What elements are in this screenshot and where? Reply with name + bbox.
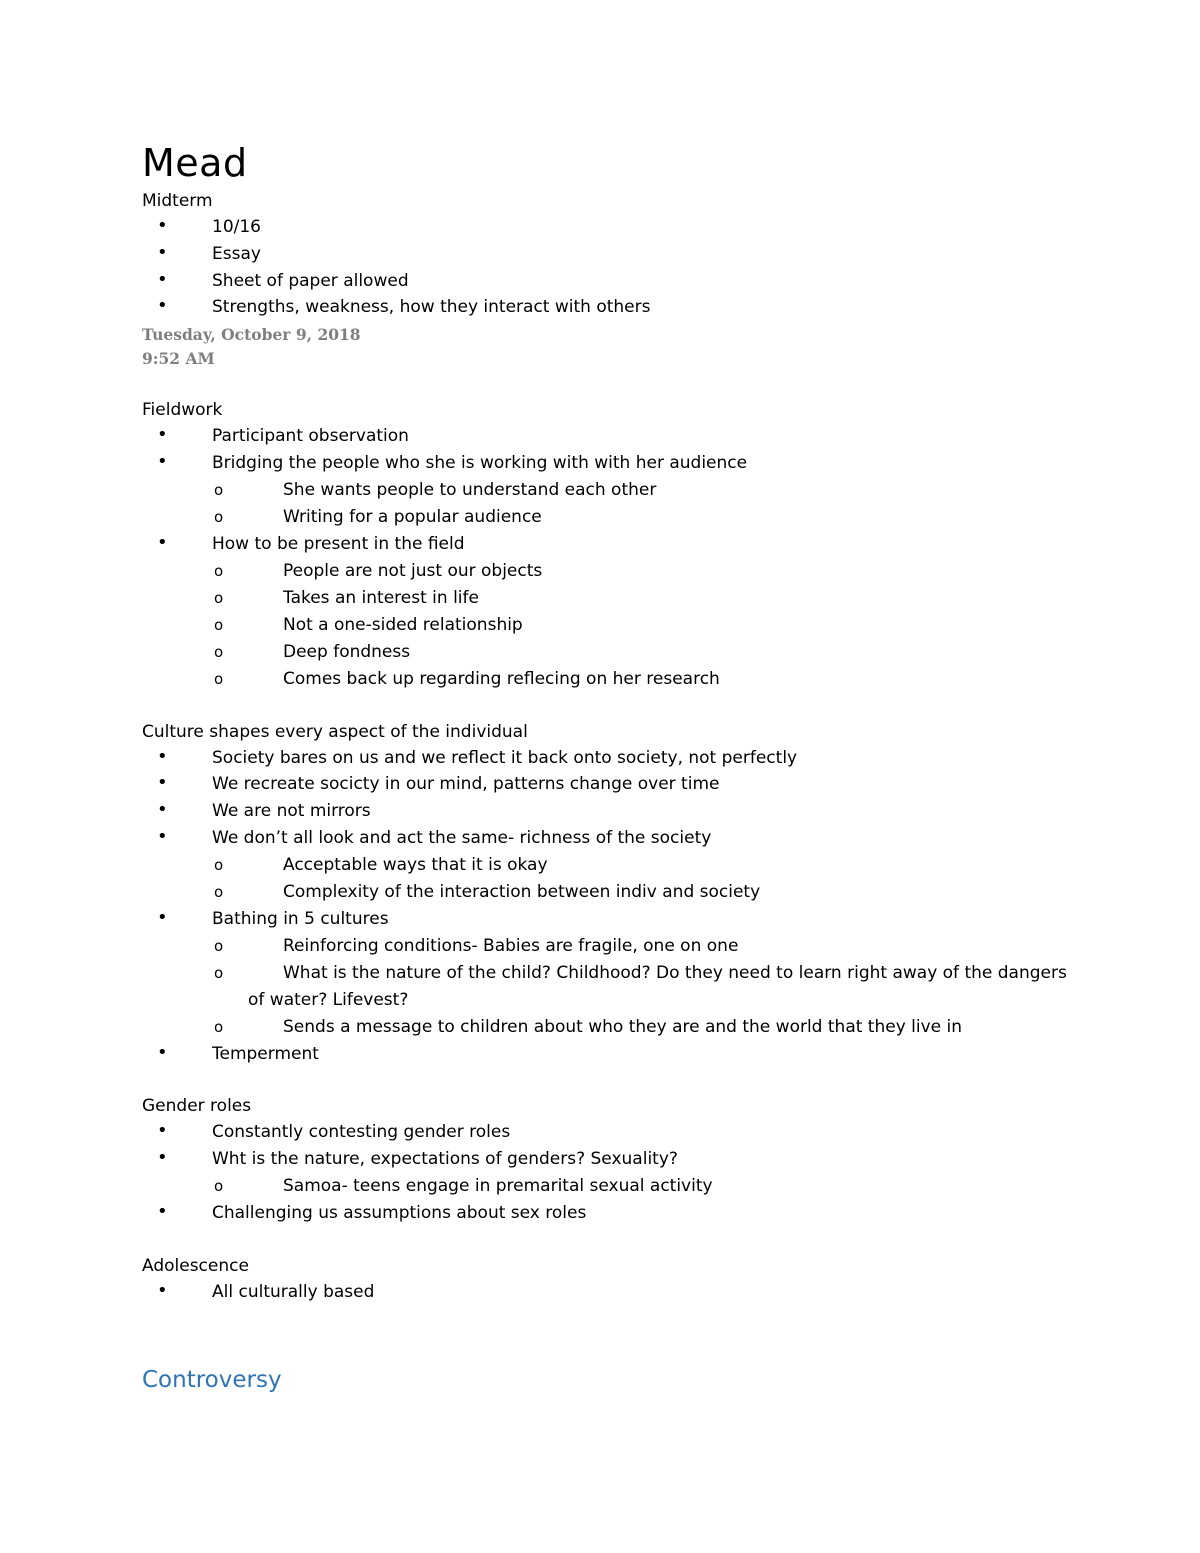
spacer xyxy=(142,1306,1072,1364)
sub-list-item-text: She wants people to understand each other xyxy=(283,479,657,500)
section-heading-adolescence: Adolescence xyxy=(142,1255,249,1276)
controversy-heading: Controversy xyxy=(142,1366,282,1393)
list-item-text: All culturally based xyxy=(212,1281,375,1302)
list-item-text: Sheet of paper allowed xyxy=(212,270,409,291)
list-item xyxy=(142,214,1072,241)
sub-list-container xyxy=(142,1173,1072,1200)
sub-list-item xyxy=(142,612,1072,639)
sub-list-item-text: Writing for a popular audience xyxy=(283,506,542,527)
bullet-icon: • xyxy=(157,424,168,446)
list-item-text: How to be present in the field xyxy=(212,533,465,554)
fieldwork-section xyxy=(142,397,1072,692)
bullet-icon: • xyxy=(157,531,168,553)
sub-list-item-text: Samoa- teens engage in premarital sexual activity xyxy=(283,1175,713,1196)
note-page xyxy=(142,138,1072,1396)
section-heading-culture: Culture shapes every aspect of the individual xyxy=(142,721,528,742)
sub-list-item-text: Acceptable ways that it is okay xyxy=(283,854,548,875)
gender-section xyxy=(142,1093,1072,1226)
list-item xyxy=(142,294,1072,321)
bullet-icon: • xyxy=(157,906,168,928)
sub-list-item xyxy=(142,879,1072,906)
list-item xyxy=(142,450,1072,477)
circle-bullet-icon: o xyxy=(214,963,224,982)
bullet-icon: • xyxy=(157,799,168,821)
sub-list-container xyxy=(142,477,1072,531)
bullet-icon: • xyxy=(157,1279,168,1301)
list-item xyxy=(142,1200,1072,1227)
midterm-section xyxy=(142,188,1072,321)
sub-list-item-text: People are not just our objects xyxy=(283,560,543,581)
note-date: Tuesday, October 9, 2018 xyxy=(142,325,361,345)
circle-bullet-icon: o xyxy=(214,615,224,634)
bullet-icon: • xyxy=(157,1120,168,1142)
sub-list-item xyxy=(142,666,1072,693)
sub-list-item xyxy=(142,477,1072,504)
culture-list xyxy=(142,745,1072,1068)
sub-list-item-text: Complexity of the interaction between indiv and society xyxy=(283,881,761,902)
list-item-text: Participant observation xyxy=(212,426,409,447)
section-heading-fieldwork: Fieldwork xyxy=(142,400,223,421)
spacer xyxy=(142,371,1072,397)
adolescence-section xyxy=(142,1253,1072,1306)
list-item xyxy=(142,825,1072,852)
list-item xyxy=(142,1041,1072,1068)
bullet-icon: • xyxy=(157,268,168,290)
circle-bullet-icon: o xyxy=(214,669,224,688)
sub-list-item xyxy=(142,585,1072,612)
list-item xyxy=(142,798,1072,825)
sub-list-item xyxy=(142,558,1072,585)
sub-list-item xyxy=(142,1014,1072,1041)
list-item xyxy=(142,771,1072,798)
circle-bullet-icon: o xyxy=(214,588,224,607)
gender-list xyxy=(142,1119,1072,1226)
list-item xyxy=(142,268,1072,295)
bullet-icon: • xyxy=(157,1041,168,1063)
bullet-icon: • xyxy=(157,1200,168,1222)
sub-list xyxy=(142,933,1072,1041)
list-item-text: We don’t all look and act the same- richness of the society xyxy=(212,827,712,848)
fieldwork-list xyxy=(142,423,1072,692)
sub-list xyxy=(142,558,1072,693)
sub-list-item-text: Reinforcing conditions- Babies are fragile, one on one xyxy=(283,935,739,956)
section-heading-gender: Gender roles xyxy=(142,1096,252,1117)
list-item-text: Challenging us assumptions about sex roles xyxy=(212,1202,587,1223)
adolescence-list xyxy=(142,1279,1072,1306)
spacer xyxy=(142,1227,1072,1253)
sub-list xyxy=(142,1173,1072,1200)
circle-bullet-icon: o xyxy=(214,561,224,580)
sub-list-item xyxy=(142,1173,1072,1200)
list-item xyxy=(142,531,1072,558)
circle-bullet-icon: o xyxy=(214,507,224,526)
list-item-text: Bridging the people who she is working with with her audience xyxy=(212,452,748,473)
bullet-icon: • xyxy=(157,825,168,847)
bullet-icon: • xyxy=(157,295,168,317)
sub-list-container xyxy=(142,558,1072,693)
circle-bullet-icon: o xyxy=(214,1017,224,1036)
bullet-icon: • xyxy=(157,772,168,794)
list-item xyxy=(142,241,1072,268)
sub-list-item-text: Not a one-sided relationship xyxy=(283,614,523,635)
bullet-icon: • xyxy=(157,241,168,263)
circle-bullet-icon: o xyxy=(214,882,224,901)
list-item-text: Temperment xyxy=(212,1043,319,1064)
circle-bullet-icon: o xyxy=(214,480,224,499)
circle-bullet-icon: o xyxy=(214,1176,224,1195)
sub-list-container xyxy=(142,852,1072,906)
sub-list-item xyxy=(142,960,1072,1014)
sub-list-item-text: Deep fondness xyxy=(283,641,411,662)
list-item xyxy=(142,745,1072,772)
bullet-icon: • xyxy=(157,450,168,472)
list-item xyxy=(142,1119,1072,1146)
sub-list xyxy=(142,852,1072,906)
sub-list-item-text: Comes back up regarding reflecing on her research xyxy=(283,668,720,689)
list-item-text: Bathing in 5 cultures xyxy=(212,908,389,929)
list-item xyxy=(142,906,1072,933)
bullet-icon: • xyxy=(157,745,168,767)
list-item-text: Essay xyxy=(212,243,261,264)
sub-list-container xyxy=(142,933,1072,1041)
list-item xyxy=(142,423,1072,450)
list-item-text: Constantly contesting gender roles xyxy=(212,1122,511,1143)
sub-list-item xyxy=(142,639,1072,666)
list-item-text: We recreate socicty in our mind, patterns change over time xyxy=(212,774,720,795)
culture-section xyxy=(142,719,1072,1068)
spacer xyxy=(142,1067,1072,1093)
circle-bullet-icon: o xyxy=(214,855,224,874)
page-title: Mead xyxy=(142,141,248,185)
circle-bullet-icon: o xyxy=(214,642,224,661)
list-item-text: Wht is the nature, expectations of genders? Sexuality? xyxy=(212,1149,678,1170)
sub-list-item xyxy=(142,933,1072,960)
list-item-text: Society bares on us and we reflect it back onto society, not perfectly xyxy=(212,747,798,768)
list-item xyxy=(142,1279,1072,1306)
spacer xyxy=(142,693,1072,719)
midterm-list xyxy=(142,214,1072,321)
section-heading-midterm: Midterm xyxy=(142,191,213,211)
bullet-icon: • xyxy=(157,215,168,236)
list-item-text: We are not mirrors xyxy=(212,801,371,822)
list-item xyxy=(142,1146,1072,1173)
note-time: 9:52 AM xyxy=(142,349,215,369)
circle-bullet-icon: o xyxy=(214,936,224,955)
sub-list-item-text: What is the nature of the child? Childhood? Do they need to learn right away of the dangers of water? Lifevest? xyxy=(248,962,1067,1010)
sub-list-item-text: Sends a message to children about who they are and the world that they live in xyxy=(283,1016,963,1037)
bullet-icon: • xyxy=(157,1147,168,1169)
sub-list xyxy=(142,477,1072,531)
sub-list-item xyxy=(142,852,1072,879)
sub-list-item-text: Takes an interest in life xyxy=(283,587,479,608)
list-item-text: 10/16 xyxy=(212,217,261,237)
sub-list-item xyxy=(142,504,1072,531)
list-item-text: Strengths, weakness, how they interact with others xyxy=(212,297,651,318)
